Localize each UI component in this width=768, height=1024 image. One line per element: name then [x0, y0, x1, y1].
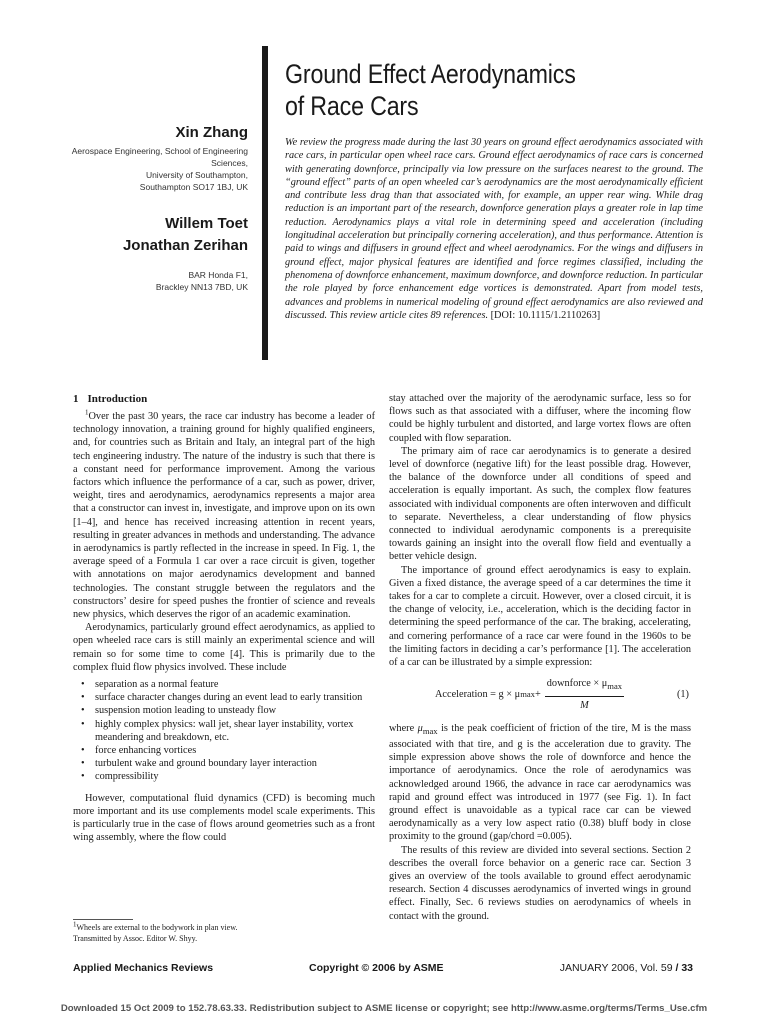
abstract	[285, 136, 703, 322]
equation-body	[435, 677, 624, 711]
section-number: 1	[73, 393, 79, 405]
left-column	[73, 392, 375, 845]
paper-title	[285, 58, 629, 122]
footnote: Transmitted by Assoc. Editor W. Shyy.	[73, 934, 198, 943]
list-item: • turbulent wake and ground boundary layer interaction	[87, 757, 375, 770]
list-item: • suspension motion leading to unsteady flow	[87, 704, 375, 717]
affiliation-line: Sciences,	[211, 158, 248, 168]
numerator-text: downforce × μ	[546, 678, 608, 690]
list-item: • highly complex physics: wall jet, shear layer instability, vortex meandering and breakdown, etc.	[87, 718, 375, 744]
equation-number: (1)	[676, 688, 689, 700]
paragraph-text: where	[389, 722, 418, 734]
symbol-subscript: max	[422, 725, 438, 736]
list-item: • separation as a normal feature	[87, 678, 375, 691]
issue-info	[560, 962, 693, 974]
list-item: • surface character changes during an event lead to early transition	[87, 691, 375, 704]
numerator-subscript: max	[607, 681, 623, 692]
affiliation-line: Aerospace Engineering, School of Engineering	[71, 146, 248, 156]
doi: [DOI: 10.1115/1.2110263]	[490, 309, 601, 321]
paragraph: Aerodynamics, particularly ground effect aerodynamics, as applied to open wheeled race cars is still mainly an experimental science and will remain so for some time to come [4]. This is primarily due to the complex fluid flow physics involved. These include	[73, 622, 375, 673]
affiliation-line: Southampton SO17 1BJ, UK	[139, 182, 248, 192]
bullet-list	[73, 678, 375, 784]
title-line: of Race Cars	[285, 91, 419, 121]
footnotes	[73, 922, 375, 944]
footnote	[73, 922, 375, 933]
author-name: Xin Zhang	[175, 124, 248, 141]
equation-plus: +	[534, 688, 541, 700]
affiliation-line: BAR Honda F1,	[188, 270, 248, 280]
abstract-text: We review the progress made during the last 30 years on ground effect aerodynamics associated with race cars, in particular open wheel race cars. Ground effect aerodynamics of race cars is concerned with generating downforce, principally via low pressure on the surfaces nearest to the ground. The “ground effect” parts of an open wheeled car’s aerodynamics are the most aerodynamically efficient and contribute less drag than that associated with, for example, an upper rear wing. While drag reduction is an important part of the research, downforce generation plays a greater role in lap time reduction. Aerodynamics plays a vital role in determining speed and acceleration (including longitudinal acceleration but principally cornering acceleration), and thus performance. Attention is paid to wings and diffusers in ground effect and wheel aerodynamics. For the wings and diffusers in ground effect, major physical features are identified and force regimes classified, including the phenomena of downforce enhancement, maximum downforce, and downforce reduction. In particular the role played by force enhancement edge vortices is demonstrated. Apart from model tests, advances and problems in numerical modeling of ground effect aerodynamics are also reviewed and discussed. This review article cites 89 references.	[285, 137, 703, 321]
equation	[389, 677, 691, 711]
title-line: Ground Effect Aerodynamics	[285, 59, 576, 89]
page-number: 33	[681, 962, 693, 974]
issue-text: JANUARY 2006, Vol. 59	[559, 962, 673, 974]
issue-separator: /	[672, 962, 682, 974]
footnote-rule	[73, 919, 133, 920]
fraction-denominator: M	[580, 699, 589, 711]
author-name: Jonathan Zerihan	[122, 237, 248, 254]
affiliation-line: Brackley NN13 7BD, UK	[155, 282, 248, 292]
footnote-marker: 1	[73, 920, 77, 929]
copyright: Copyright © 2006 by ASME	[309, 962, 444, 974]
title-rule	[262, 46, 268, 360]
affiliation-line: University of Southampton,	[145, 170, 248, 180]
paragraph-text: Over the past 30 years, the race car industry has become a leader of technology innovation, a training ground for highly qualified engineers, and, for countries such as Britain and Italy, an integral part of the high tech engineering industry. The nature of the industry is such that there is a constant need for performance improvement. Among the various factors which influence the performance of a car, such as power, driver, weight, tires and aerodynamics, aerodynamics represents a major area that a constructor can invest in, investigate, and improve upon on its own [1–4], and hence has received increasing attention in recent years, resulting in greater advances in methods and understanding. The advance in aerodynamics is partly reflected in the increase in speed. In Fig. 1, the average speed of a Formula 1 car over a race circuit is given, together with annotations on major aerodynamics development and banned technologies. The constant struggle between the regulators and the constructors’ desire for speed pushes the frontier of science and reveals new physics, which deserves the rigor of an academic examination.	[73, 411, 375, 621]
journal-name: Applied Mechanics Reviews	[73, 962, 214, 974]
paragraph-text: is the peak coefficient of friction of the tire, M is the mass associated with that tire, and g is the acceleration due to gravity. The simple expression above shows the role of downforce and hence the importance of aerodynamics. Once the role of aerodynamics was acknowledged around 1966, the advance in race car aerodynamics was rapid and ground effect was introduced in 1977 (see Fig. 1). In fact ground effect is unavoidable as a typical race car can be viewed aerodynamically as a very low aspect ratio (0.38) bluff body in close proximity to the ground (gap/chord =0.005).	[389, 722, 692, 843]
affiliation	[60, 269, 248, 293]
fraction-numerator	[545, 677, 624, 696]
equation-lhs: Acceleration = g × μ	[435, 688, 521, 700]
paragraph: The importance of ground effect aerodynamics is easy to explain. Given a fixed distance, the average speed of a car determines the time it takes for a car to complete a circuit. However, over a closed circuit, it is the change of velocity, i.e., acceleration, which is the deciding factor in determining the speed performance of the car. The braking, accelerating, and cornering performance of a race car were found in the 1960s to be the limiting factors in deciding a car’s performance [1]. The acceleration of a car can be illustrated by a simple expression:	[389, 564, 691, 669]
paragraph: The results of this review are divided into several sections. Section 2 describes the overall force behavior on a generic race car. Section 3 gives an overview of the tools available to ground effect aerodynamic research. Section 4 discusses aerodynamics of inverted wings in ground effect. Finally, Sec. 6 reviews studies on aerodynamics of wheels in contact with the ground.	[389, 844, 691, 922]
symbol-mu: μ	[417, 722, 423, 734]
paragraph	[73, 410, 375, 621]
list-item: • compressibility	[87, 770, 375, 783]
author-block	[60, 124, 248, 293]
footnote-text: Wheels are external to the bodywork in plan view.	[76, 923, 238, 932]
right-column	[389, 392, 691, 923]
paragraph: The primary aim of race car aerodynamics is to generate a desired level of downforce (negative lift) for the least possible drag. However, the balance of the downforce under all conditions of speed and acceleration is equally important. As such, the complex flow features associated with individual components are often interwoven and difficult to separate. Nevertheless, a clear understanding of flow physics connected to individual aerodynamic components is a prerequisite towards gaining an insight into the overall flow field and eventually a better vehicle design.	[389, 445, 691, 563]
equation-fraction	[545, 677, 624, 711]
footnote-marker: 1	[85, 408, 89, 417]
download-notice: Downloaded 15 Oct 2009 to 152.78.63.33. Redistribution subject to ASME license or copyright; see http://www.asme.org/terms/Terms_Use.cfm	[60, 1003, 708, 1014]
paragraph	[389, 722, 691, 844]
section-heading	[73, 392, 375, 406]
equation-subscript: max	[520, 688, 535, 699]
list-item: • force enhancing vortices	[87, 744, 375, 757]
page-footer	[73, 962, 693, 978]
paragraph: stay attached over the majority of the aerodynamic surface, less so for flows such as that associated with a diffuser, where the incoming flow could be highly turbulent and distorted, and large vortex flows are often coupled with flow separation.	[389, 393, 691, 444]
author-name: Willem Toet	[165, 215, 248, 232]
affiliation	[60, 145, 248, 193]
section-title: Introduction	[87, 393, 148, 405]
paragraph: However, computational fluid dynamics (CFD) is becoming much more important and its use complements model scale experiments. This is particularly true in the case of flows around geometries such as a front wing assembly, where the flow could	[73, 792, 375, 844]
